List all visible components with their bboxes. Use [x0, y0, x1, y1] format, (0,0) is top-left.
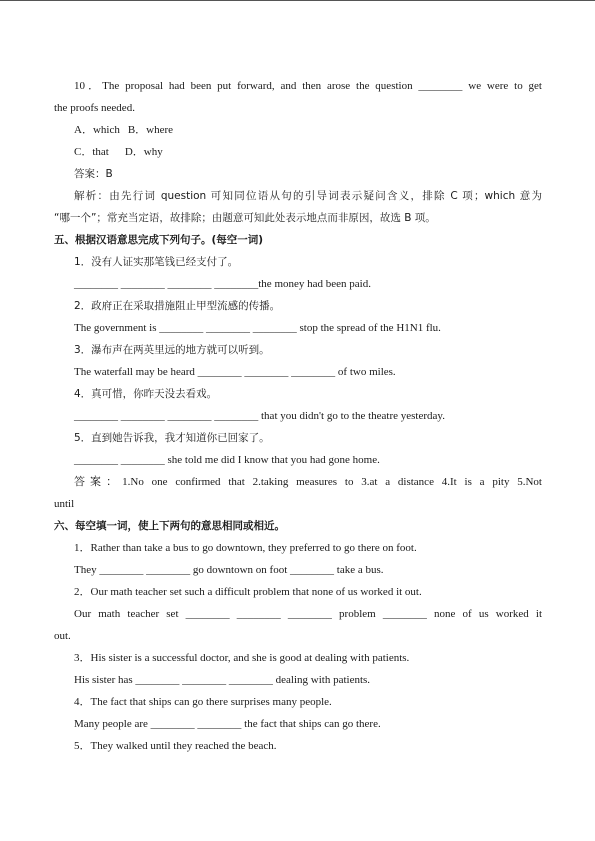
s6-line2: They ________ ________ go downtown on foot ________ take a bus.: [74, 564, 384, 576]
s5-item2-en: The government is ________ ________ ________ stop the spread of the H1N1 flu.: [74, 322, 441, 334]
s6-line5: out.: [54, 630, 71, 642]
s5-answer-line1: 答案：1.No one confirmed that 2.taking measures to 3.at a distance 4.It is a pity 5.Not: [74, 476, 542, 488]
s6-line1: 1．Rather than take a bus to go downtown, they preferred to go there on foot.: [74, 542, 417, 554]
s6-line6: 3．His sister is a successful doctor, and she is good at dealing with patients.: [74, 652, 410, 664]
section5-title: 五、根据汉语意思完成下列句子。(每空一词): [54, 234, 264, 246]
s5-item1-cn: 1．没有人证实那笔钱已经支付了。: [74, 256, 239, 268]
s5-item3-cn: 3．瀑布声在两英里远的地方就可以听到。: [74, 344, 270, 356]
s5-item4-cn: 4．真可惜，你昨天没去看戏。: [74, 388, 218, 400]
q10-answer: 答案：B: [74, 168, 113, 180]
s5-item5-cn: 5．直到她告诉我，我才知道你已回家了。: [74, 432, 270, 444]
s5-item2-cn: 2．政府正在采取措施阻止甲型流感的传播。: [74, 300, 281, 312]
s5-item3-en: The waterfall may be heard ________ ________ ________ of two miles.: [74, 366, 396, 378]
s6-line7: His sister has ________ ________ ________ dealing with patients.: [74, 674, 371, 686]
s5-item5-en: ________ ________ she told me did I know that you had gone home.: [74, 454, 380, 466]
s6-line4: Our math teacher set ________ ________ ________ problem ________ none of us worked it: [74, 608, 542, 620]
s6-line3: 2．Our math teacher set such a difficult problem that none of us worked it out.: [74, 586, 422, 598]
s6-line9: Many people are ________ ________ the fact that ships can go there.: [74, 718, 381, 730]
exercise-page: [54, 75, 542, 757]
section6-title: 六、每空填一词，使上下两句的意思相同或相近。: [54, 520, 285, 532]
q10-option-a: A．which: [74, 124, 120, 136]
s6-line10: 5．They walked until they reached the beach.: [74, 740, 277, 752]
q10-options-ab: [54, 119, 542, 141]
s5-item1-en: ________ ________ ________ ________the money had been paid.: [74, 278, 371, 290]
q10-stem-line2: the proofs needed.: [54, 102, 135, 114]
q10-option-d: D．why: [124, 146, 163, 158]
q10-option-c: C．that: [74, 146, 109, 158]
q10-option-b: B．where: [127, 124, 174, 136]
s6-line8: 4．The fact that ships can go there surprises many people.: [74, 696, 332, 708]
q10-explanation-line1: 解析：由先行词 question 可知同位语从句的引导词表示疑问含义，排除 C 项；which 意为: [74, 190, 542, 202]
q10-explanation-line2: “哪一个”；常充当定语，故排除；由题意可知此处表示地点而非原因，故选 B 项。: [54, 212, 436, 224]
q10-stem-line1: 10．The proposal had been put forward, and then arose the question ________ we were to get: [74, 80, 542, 92]
page-top-rule: [0, 0, 595, 1]
q10-options-cd: [54, 141, 542, 163]
s5-item4-en: ________ ________ ________ ________ that you didn't go to the theatre yesterday.: [74, 410, 445, 422]
s5-answer-line2: until: [54, 498, 75, 510]
